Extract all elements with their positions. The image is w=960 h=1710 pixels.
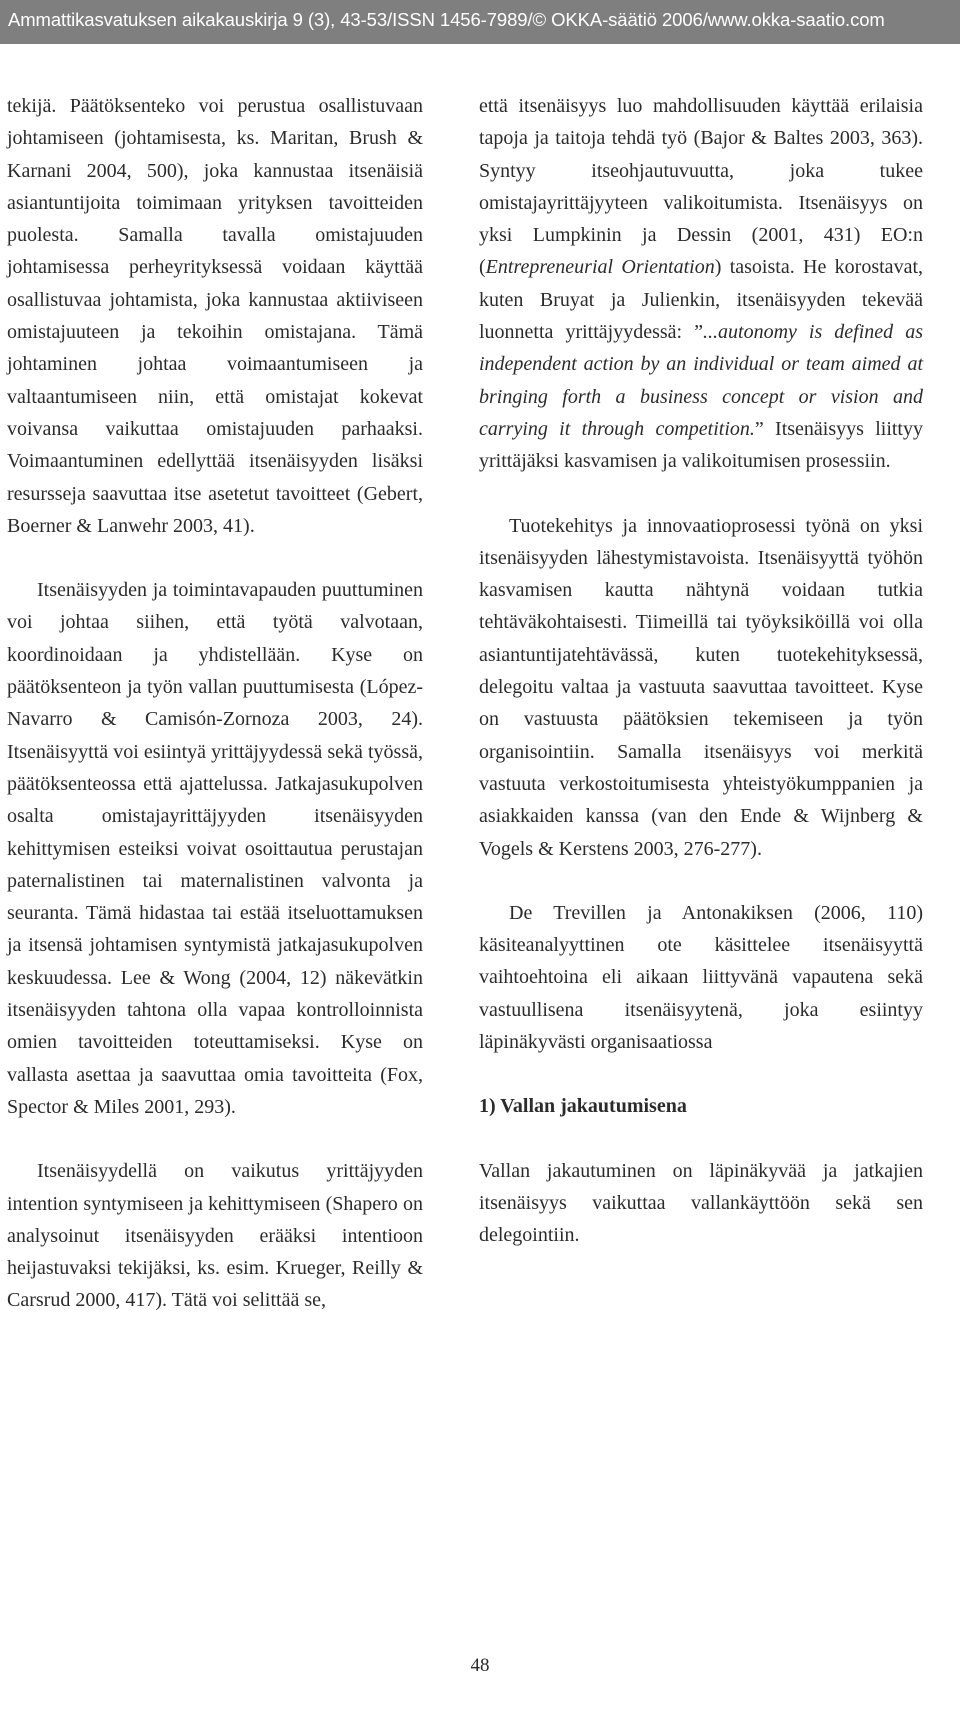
body-paragraph: Tuotekehitys ja innovaatioprosessi työnä on yksi itsenäisyyden lähestymistavoista. Itsenäisyyttä työhön kasvamisen kautta nähtynä voidaan tutkia tehtäväkohtaisesti. Tiimeillä tai työyksiköillä voi olla asiantuntijatehtävässä, kuten tuotekehityksessä, delegoitu valtaa ja vastuuta saavuttaa tavoitteet. Kyse on vastuusta päätöksien tekemiseen ja työn organisointiin. Samalla itsenäisyys voi merkitä vastuuta verkostoitumisesta yhteistyökumppanien ja asiakkaiden kanssa (van den Ende & Wijnberg & Vogels & Kerstens 2003, 276-277).	[479, 514, 923, 860]
body-paragraph	[479, 90, 923, 478]
body-text: että itsenäisyys luo mahdollisuuden käyttää erilaisia tapoja ja taitoja tehdä työ (Bajor & Baltes 2003, 363). Syntyy itseohjautuvuutta, joka tukee omistajayrittäjyyteen valikoitumista. Itsenäisyys on yksi Lumpkinin ja Dessin (2001, 431) EO:n (	[479, 95, 923, 279]
italic-term: Entrepreneurial Orientation	[485, 256, 715, 279]
left-column	[7, 90, 423, 1317]
journal-header	[0, 0, 960, 44]
body-text: ” Itsenäisyys liittyy yrittäjäksi kasvamisen ja valikoitumisen prosessiin.	[479, 417, 923, 473]
journal-citation: Ammattikasvatuksen aikakauskirja 9 (3), 43-53/ISSN 1456-7989/© OKKA-säätiö 2006/www.okka-saatio.com	[8, 9, 885, 30]
body-text: ) tasoista. He korostavat, kuten Bruyat ja Julienkin, itsenäisyyden tekevää luonnetta yrittäjyydessä: ”	[479, 256, 923, 344]
section-heading: 1) Vallan jakautumisena	[479, 1095, 687, 1118]
block-quote: ...autonomy is defined as independent action by an individual or team aimed at bringing forth a business concept or vision and carrying it through competition.	[479, 321, 923, 440]
page-number: 48	[470, 1655, 490, 1676]
right-column	[479, 90, 923, 1252]
body-paragraph: Vallan jakautuminen on läpinäkyvää ja jatkajien itsenäisyys vaikuttaa vallankäyttöön sekä sen delegointiin.	[479, 1159, 923, 1247]
body-paragraph: tekijä. Päätöksenteko voi perustua osallistuvaan johtamiseen (johtamisesta, ks. Maritan, Brush & Karnani 2004, 500), joka kannustaa itsenäisiä asiantuntijoita toimimaan yrityksen tavoitteiden puolesta. Samalla tavalla omistajuuden johtamisessa perheyrityksessä voidaan käyttää osallistuvaa johtamista, joka kannustaa aktiiviseen omistajuuteen ja tekoihin omistajana. Tämä johtaminen johtaa voimaantumiseen ja valtaantumiseen niin, että omistajat kokevat voivansa vaikuttaa omistajuuden parhaaksi. Voimaantuminen edellyttää itsenäisyyden lisäksi resursseja saavuttaa itse asetetut tavoitteet (Gebert, Boerner & Lanwehr 2003, 41).	[7, 95, 423, 537]
body-paragraph: Itsenäisyydellä on vaikutus yrittäjyyden intention syntymiseen ja kehittymiseen (Shapero on analysoinut itsenäisyyden erääksi intentioon heijastuvaksi tekijäksi, ks. esim. Krueger, Reilly & Carsrud 2000, 417). Tätä voi selittää se,	[7, 1160, 423, 1312]
body-paragraph: Itsenäisyyden ja toimintavapauden puuttuminen voi johtaa siihen, että työtä valvotaan, koordinoidaan ja yhdistellään. Kyse on päätöksenteon ja työn vallan puuttumisesta (López-Navarro & Camisón-Zornoza 2003, 24). Itsenäisyyttä voi esiintyä yrittäjyydessä sekä työssä, päätöksenteossa että ajattelussa. Jatkajasukupolven osalta omistajayrittäjyyden itsenäisyyden kehittymisen esteiksi voivat osoittautua perustajan paternalistinen tai maternalistinen valvonta ja seuranta. Tämä hidastaa tai estää itseluottamuksen ja itsensä johtamisen syntymistä jatkajasukupolven keskuudessa. Lee & Wong (2004, 12) näkevätkin itsenäisyyden tahtona olla vapaa kontrolloinnista omien tavoitteiden toteuttamiseksi. Kyse on vallasta asettaa ja saavuttaa omia tavoitteita (Fox, Spector & Miles 2001, 293).	[7, 579, 423, 1118]
body-paragraph: De Trevillen ja Antonakiksen (2006, 110) käsiteanalyyttinen ote käsittelee itsenäisyyttä vaihtoehtoina eli aikaan liittyvänä vapautena sekä vastuullisena itsenäisyytenä, joka esiintyy läpinäkyvästi organisaatiossa	[479, 901, 923, 1054]
